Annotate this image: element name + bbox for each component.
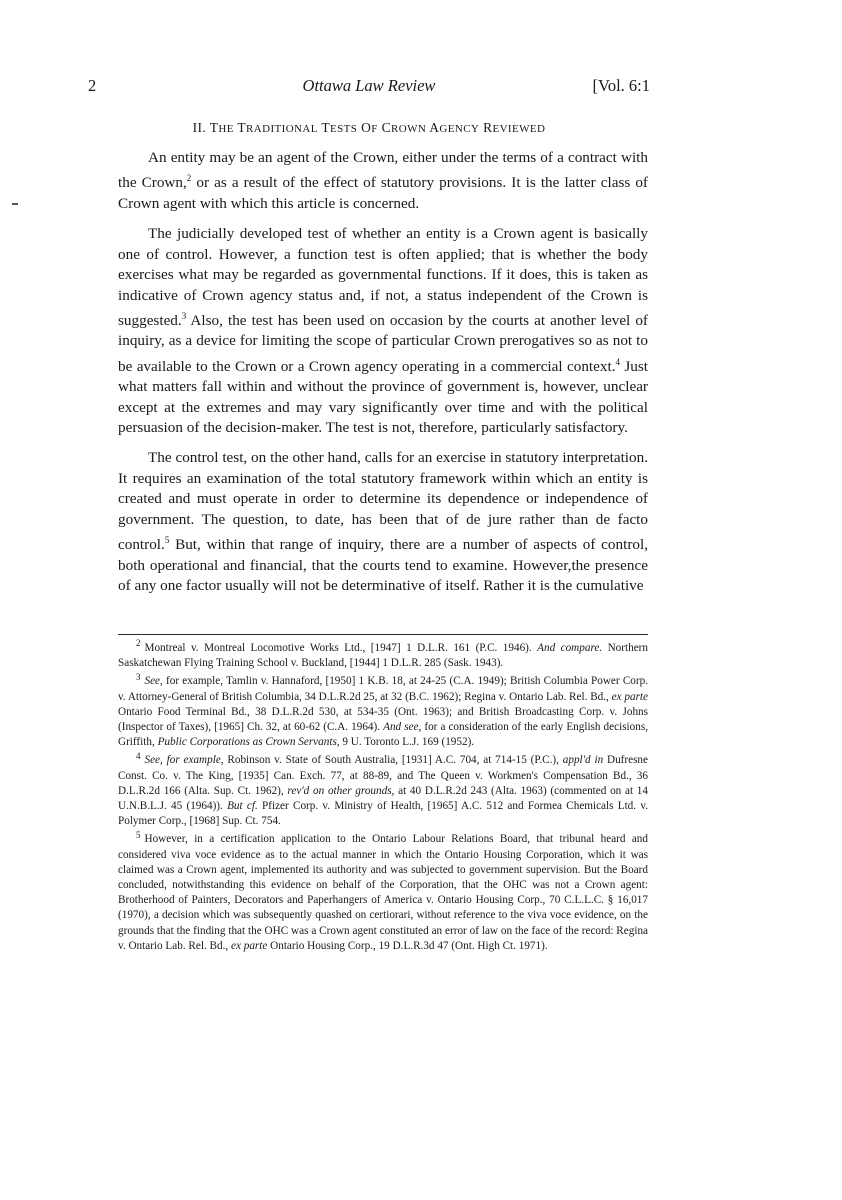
running-header (88, 76, 650, 100)
footnote-marker: 3 (136, 671, 141, 682)
footnote-5 (118, 829, 648, 954)
paragraph-1 (118, 148, 648, 214)
footnote-italic: See, (144, 675, 163, 688)
paragraph-text: Just what matters fall within and without the province of government is, however, unclear except at the extremes and may vary significantly over time and with the political persuasion of the decision-maker. The test is not, therefore, particularly satisfactory. (118, 357, 649, 437)
footnote-text: 9 U. Toronto L.J. 169 (1952). (339, 736, 475, 749)
paragraph-2 (118, 224, 648, 438)
footnote-text: Ontario Housing Corp., 19 D.L.R.3d 47 (Ont. High Ct. 1971). (267, 939, 548, 952)
section-number: II. (192, 120, 207, 135)
footnote-divider (118, 634, 648, 635)
footnote-italic: And see, (383, 721, 422, 734)
footnote-text: Northern Saskatchewan Flying Training School v. Buckland, [1944] 1 D.L.R. 285 (Sask. 1943). (118, 642, 648, 670)
volume-label: [Vol. 6:1 (592, 76, 650, 95)
section-title: THE TRADITIONAL TESTS OF CROWN AGENCY REVIEWED (209, 120, 546, 135)
footnote-marker: 4 (136, 750, 141, 761)
margin-mark (12, 203, 18, 205)
paragraph-text: An entity may be an agent of the Crown, either under the terms of a contract with the Crown, (118, 149, 648, 192)
footnote-text: for example, Tamlin v. Hannaford, [1950] 1 K.B. 18, at 24-25 (C.A. 1949); British Columbia Power Corp. v. Attorney-General of British Columbia, 34 D.L.R.2d 25, at 32 (B.C. 1962); Regina v. Ontario Lab. Rel. Bd., (118, 675, 648, 703)
footnote-marker: 2 (136, 638, 141, 649)
footnote-italic: rev'd on other grounds, (287, 784, 395, 797)
paragraph-text: But, within that range of inquiry, there are a number of aspects of control, both operational and financial, that the courts tend to examine. However,the presence of any one factor usually will not be determinative of itself. Rather it is the cumulative (118, 536, 648, 594)
footnote-text: However, in a certification application to the Ontario Labour Relations Board, that tribunal heard and considered viva voce evidence as to the actual manner in which the Ontario Housing Corporation, which it was claimed was a Crown agent, implemented its authority and was subjected to government supervision. But the Board concluded, notwithstanding this evidence on behalf of the Corporation, that the OHC was not a Crown agent: Brotherhood of Painters, Decorators and Paperhangers of America v. Ontario Housing Corp., 70 C.L.L.C. § 16,017 (1970), a decision which was subsequently quashed on certiorari, without reference to the viva voce evidence, on the grounds that the finding that the OHC was a Crown agent constituted an error of law on the face of the record: Regina v. Ontario Lab. Rel. Bd., (118, 833, 648, 952)
footnote-text: at 40 D.L.R.2d 243 (Alta. 1963) (commented on at 14 U.N.B.L.J. 45 (1964)). (118, 784, 648, 813)
body-text (118, 148, 648, 596)
footnote-2 (118, 638, 648, 671)
footnote-text: Robinson v. State of South Australia, [1931] A.C. 704, at 714-15 (P.C.), (223, 754, 563, 767)
journal-title: Ottawa Law Review (302, 76, 436, 95)
footnote-text: Montreal v. Montreal Locomotive Works Ltd., [1947] 1 D.L.R. 161 (P.C. 1946). (144, 642, 538, 654)
footnote-text: Ontario Food Terminal Bd., 38 D.L.R.2d 530, at 534-35 (Ont. 1963); and British Broadcasting Corp. v. Johns (Inspector of Taxes), [1965] Ch. 32, at 60-62 (C.A. 1964). (118, 705, 648, 734)
section-heading (88, 120, 650, 136)
paragraph-3 (118, 448, 648, 596)
paragraph-text: The control test, on the other hand, calls for an exercise in statutory interpretation. It requires an examination of the total statutory framework within which an entity is created and must operate in order to determine its dependence or independence of government. The question, to date, has been that of de jure rather than de facto control. (118, 449, 648, 554)
page-number: 2 (88, 76, 97, 95)
paragraph-text: The judicially developed test of whether an entity is a Crown agent is basically one of control. However, a function test is often applied; that is whether the body exercises what may be regarded as governmental functions. If it does, this is taken as indicative of Crown agency status and, if not, a status independent of the Crown is suggested. (118, 225, 648, 329)
footnote-italic: appl'd in (562, 754, 604, 767)
footnote-ref: 3 (181, 310, 187, 321)
footnote-text: Dufresne Const. Co. v. The King, [1935] Can. Exch. 77, at 88-89, and The Queen v. Workmen's Compensation Bd., 36 D.L.R.2d 166 (Alta. Sup. Ct. 1962), (118, 754, 648, 797)
footnote-italic: See, for example, (144, 754, 224, 767)
footnote-text: Pfizer Corp. v. Ministry of Health, [1965] A.C. 512 and Formea Chemicals Ltd. v. Polymer Corp., [1968] Sup. Ct. 754. (118, 800, 648, 828)
paragraph-text: Also, the test has been used on occasion by the courts at another level of inquiry, as a device for limiting the scope of particular Crown prerogatives so as not to be available to the Crown or a Crown agency operating in a commercial context. (118, 311, 648, 375)
footnote-italic: ex parte (611, 690, 649, 703)
paragraph-text: or as a result of the effect of statutory provisions. It is the latter class of Crown agent with which this article is concerned. (118, 174, 648, 212)
footnote-italic: But cf. (227, 800, 258, 813)
footnote-3 (118, 671, 649, 750)
footnote-text: for a consideration of the early English decisions, Griffith, (118, 721, 648, 749)
footnotes (118, 638, 649, 957)
footnote-italic: ex parte (231, 939, 268, 952)
footnote-italic: Public Corporations as Crown Servants, (157, 736, 340, 749)
footnote-ref: 2 (186, 173, 192, 184)
footnote-ref: 5 (164, 535, 170, 546)
footnote-ref: 4 (615, 356, 620, 367)
footnote-marker: 5 (136, 829, 141, 840)
footnote-italic: And compare. (537, 642, 603, 654)
footnote-4 (118, 750, 648, 829)
